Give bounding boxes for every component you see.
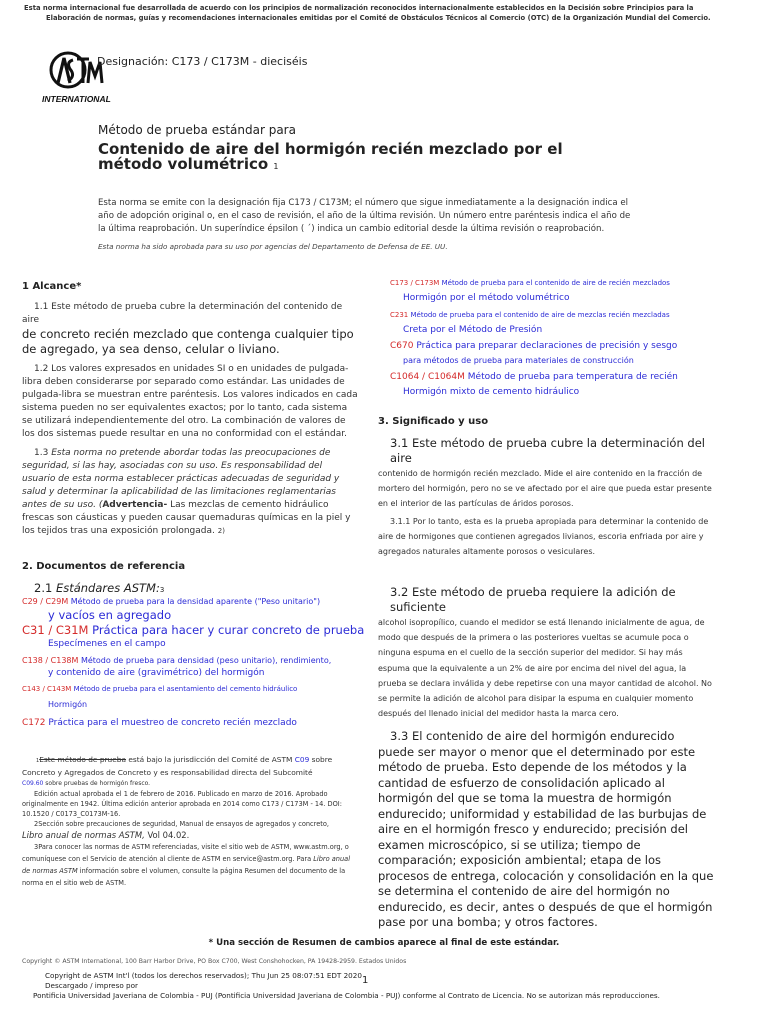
footnote-3-a: 3Para conocer las normas de ASTM referenciadas, visite el sitio web de ASTM, www.astm.org, o comuníquese con el Servicio de atención al cliente de ASTM en service@astm.org. Para [22,843,349,863]
ref-title-cont[interactable]: y contenido de aire (gravimétrico) del hormigón [48,668,265,678]
summary-note: * Una sección de Resumen de cambios aparece al final de este estándar. [208,938,560,948]
top-notice [24,4,744,23]
page-number: 1 [362,975,369,986]
ref-code[interactable]: C231 [390,311,409,319]
footnote-1-code[interactable]: C09 [294,755,310,764]
scope-p1-a: 1.1 Este método de prueba cubre la determinación del contenido de aire [22,302,343,325]
ref-title-cont[interactable]: Hormigón por el método volumétrico [403,293,570,303]
footer-block [33,971,745,1001]
scope-p1-b: de concreto recién mezclado que contenga cualquier tipo de agregado, ya sea denso, celular o liviano. [22,327,354,356]
dod-note: Esta norma ha sido aprobada para su uso por agencias del Departamento de Defensa de EE. UU. [98,242,448,251]
scope-p3 [22,447,358,538]
refdocs-sub-ref: 3 [159,586,165,594]
ref-code[interactable]: C138 / C138M [22,656,79,665]
ref-code[interactable]: C31 / C31M [22,623,89,637]
ref-title[interactable]: Método de prueba para temperatura de recién [467,372,678,382]
ref-c29 [22,596,358,623]
ref-title[interactable]: Método de prueba para el contenido de aire de recién mezclados [441,279,670,287]
footnote-1-b: sobre [309,755,333,764]
ref-title-cont[interactable]: Creta por el Método de Presión [403,325,543,335]
ref-c670 [378,340,714,367]
ref-code[interactable]: C172 [22,718,46,728]
ref-title[interactable]: Práctica para hacer y curar concreto de prueba [92,623,365,637]
footnote-1-sub[interactable]: C09.60 [22,780,44,787]
ref-c172 [22,717,358,730]
ref-c1064 [378,371,714,399]
footer-line-2: Descargado / impreso por [45,981,138,990]
significance-p3-a: 3.2 Este método de prueba requiere la adición de suficiente [390,585,676,614]
ref-title-cont[interactable]: Hormigón mixto de cemento hidráulico [403,387,580,397]
ref-title[interactable]: Práctica para preparar declaraciones de precisión y sesgo [416,341,678,351]
ref-code[interactable]: C29 / C29M [22,597,69,606]
ref-title-cont[interactable]: Especímenes en el campo [48,639,166,649]
footnote-2-book: Libro anual de normas ASTM, [22,830,145,840]
refdocs-heading: 2. Documentos de referencia [22,561,186,572]
significance-p1-b: contenido de hormigón recién mezclado. Mide el aire contenido en la fracción de mortero del hormigón, pero no se ve afectado por el aire que pueda estar presente en el interior de las partículas de áridos porosos. [378,469,712,508]
refdocs-sub-label: Estándares ASTM: [55,581,160,595]
ref-c231 [378,310,714,337]
significance-p1-a: 3.1 Este método de prueba cubre la determinación del aire [390,436,705,465]
intro-paragraph: Esta norma se emite con la designación fija C173 / C173M; el número que sigue inmediatamente a la designación indica el año de adopción original o, en el caso de revisión, el año de la última revisión. Un número entre paréntesis indica el año de la última reaprobación. Un superíndice épsilon ( ´) indica un cambio editorial desde la última revisión o reaprobación. [98,198,631,234]
ref-title[interactable]: Método de prueba para la densidad aparente ("Peso unitario") [70,597,321,606]
footnote-1-e: Edición actual aprobada el 1 de febrero de 2016. Publicado en marzo de 2016. Aprobado originalmente en 1942. Última edición anterior aprobada en 2014 como C173 / C173M - 14. DOI: 10.1520 / C0173_C0173M-16. [22,790,342,818]
ref-title-cont[interactable]: y vacíos en agregado [48,608,172,622]
footnote-1-a: está bajo la jurisdicción del Comité de ASTM [126,755,295,764]
refdocs-sub [22,581,358,596]
notice-line-1: Esta norma internacional fue desarrollada de acuerdo con los principios de normalización reconocidos internacionalmente establecidos en la Decisión sobre Principios para la [24,4,694,12]
ref-title[interactable]: Método de prueba para el contenido de aire de mezclas recién mezcladas [410,311,670,319]
ref-code[interactable]: C1064 / C1064M [390,372,465,382]
notice-line-2: Elaboración de normas, guías y recomendaciones internacionales emitidas por el Comité de Obstáculos Técnicos al Comercio (OTC) de la Organización Mundial del Comercio. [46,13,711,22]
document-title [98,142,618,174]
footnote-3-b: información sobre el volumen, consulte la página Resumen del documento de la norma en el sitio web de ASTM. [22,867,346,887]
scope-p3-rest: Las mezclas de cemento hidráulico frescas son cáusticas y pueden causar quemaduras químicas en la piel y los tejidos tras una exposición prolongada. [22,500,351,536]
footnotes [22,754,358,889]
footnote-1-strike: Este método de prueba [39,755,126,764]
scope-p3-num: 1.3 [34,448,49,458]
copyright-line: Copyright © ASTM International, 100 Barr Harbor Drive, PO Box C700, West Conshohocken, PA 19428-2959. Estados Unidos [22,958,407,965]
ref-code[interactable]: C670 [390,341,414,351]
ref-title-cont[interactable]: Hormigón [48,700,88,709]
footer-line-3: Pontificia Universidad Javeriana de Colombia - PUJ (Pontificia Universidad Javeriana de Colombia - PUJ) conforme al Contrato de Licencia. No se autorizan más reproducciones. [33,991,660,1000]
ref-code[interactable]: C173 / C173M [390,279,440,287]
ref-title[interactable]: Método de prueba para el asentamiento del cemento hidráulico [73,685,298,693]
footnote-3-book: Libro anual de normas ASTM [22,855,351,875]
ref-title[interactable]: Método de prueba para densidad (peso unitario), rendimiento, [80,656,332,665]
title-text: Contenido de aire del hormigón recién mezclado por el método volumétrico [98,140,563,173]
significance-p4: 3.3 El contenido de aire del hormigón endurecido puede ser mayor o menor que el determinado por este método de prueba. Esto depende de los métodos y la cantidad de esfuerzo de consolidación aplicado al hormigón del que se toma la muestra de hormigón endurecido; uniformidad y estabilidad de las burbujas de aire en el hormigón fresco y endurecido; precisión del examen microscópico, si se utiliza; tiempo de comparación; exposición ambiental; etapa de los procesos de entrega, colocación y consolidación en la que se determina el contenido de aire del hormigón no endurecido, es decir, antes o después de que el hormigón pase por una bomba; y otros factores. [378,729,714,930]
right-column [378,278,714,931]
ref-c138 [22,655,358,680]
logo-text: INTERNATIONAL [42,94,111,104]
significance-heading: 3. Significado y uso [378,416,489,427]
left-column [22,280,365,889]
scope-p2: 1.2 Los valores expresados en unidades SI o en unidades de pulgada-libra deben considerarse por separado como estándar. Las unidades de pulgada-libra se muestran entre paréntesis. Los valores indicados en cada sistema pueden no ser equivalentes exactos; por lo tanto, cada sistema se utilizará independientemente del otro. La combinación de valores de los dos sistemas puede resultar en una no conformidad con el estándar. [22,364,358,439]
ref-code[interactable]: C143 / C143M [22,685,72,693]
ref-c173 [378,278,714,305]
significance-p3-b: alcohol isopropílico, cuando el medidor se está llenando inicialmente de agua, de modo que después de la primera o las posteriores vueltas se acumule poca o ninguna espuma en el cuello de la sección superior del medidor. Si hay más espuma que la equivalente a un 2% de aire por encima del nivel del agua, la prueba se declara inválida y debe repetirse con una mayor cantidad de alcohol. No se permite la adición de alcohol para disipar la espuma en cualquier momento después del llenado inicial del medidor hasta la marca cero. [378,618,712,719]
footnote-1-d: sobre pruebas de hormigón fresco. [43,780,151,787]
footnote-2-vol: Vol 04.02. [144,830,190,840]
ref-c143 [22,684,358,711]
method-type: Método de prueba estándar para [98,123,296,137]
footnote-1-num: 1 [36,758,40,764]
footnote-1-c: Concreto y Agregados de Concreto y es responsabilidad directa del Subcomité [22,768,313,777]
scope-p3-warning: Advertencia- [102,500,168,510]
refdocs-sub-num: 2.1 [34,581,53,595]
designation: Designación: C173 / C173M - dieciséis [97,55,308,68]
significance-p2: 3.1.1 Por lo tanto, esta es la prueba apropiada para determinar la contenido de aire de hormigones que contienen agregados livianos, escoria enfriada por aire y agregados naturales altamente porosos o vesiculares. [378,517,709,556]
ref-c31 [22,623,365,651]
scope-heading: 1 Alcance* [22,281,82,292]
ref-title[interactable]: Práctica para el muestreo de concreto recién mezclado [48,718,297,728]
footnote-2: 2Sección sobre precauciones de seguridad, Manual de ensayos de agregados y concreto, [34,820,329,828]
scope-p3-italic: Esta norma no pretende abordar todas las preocupaciones de seguridad, si las hay, asociadas con su uso. Es responsabilidad del usuario de esta norma establecer prácticas adecuadas de seguridad y salud y determinar la aplicabilidad de las limitaciones reglamentarias antes de su uso. ( [22,448,340,510]
footer-line-1: Copyright de ASTM Int'l (todos los derechos reservados); Thu Jun 25 08:07:51 EDT 2020 [45,971,362,980]
title-footnote-ref: 1 [273,162,279,171]
scope-p3-ref: 2) [217,527,225,535]
ref-title-cont[interactable]: para métodos de prueba para materiales de construcción [403,356,634,365]
